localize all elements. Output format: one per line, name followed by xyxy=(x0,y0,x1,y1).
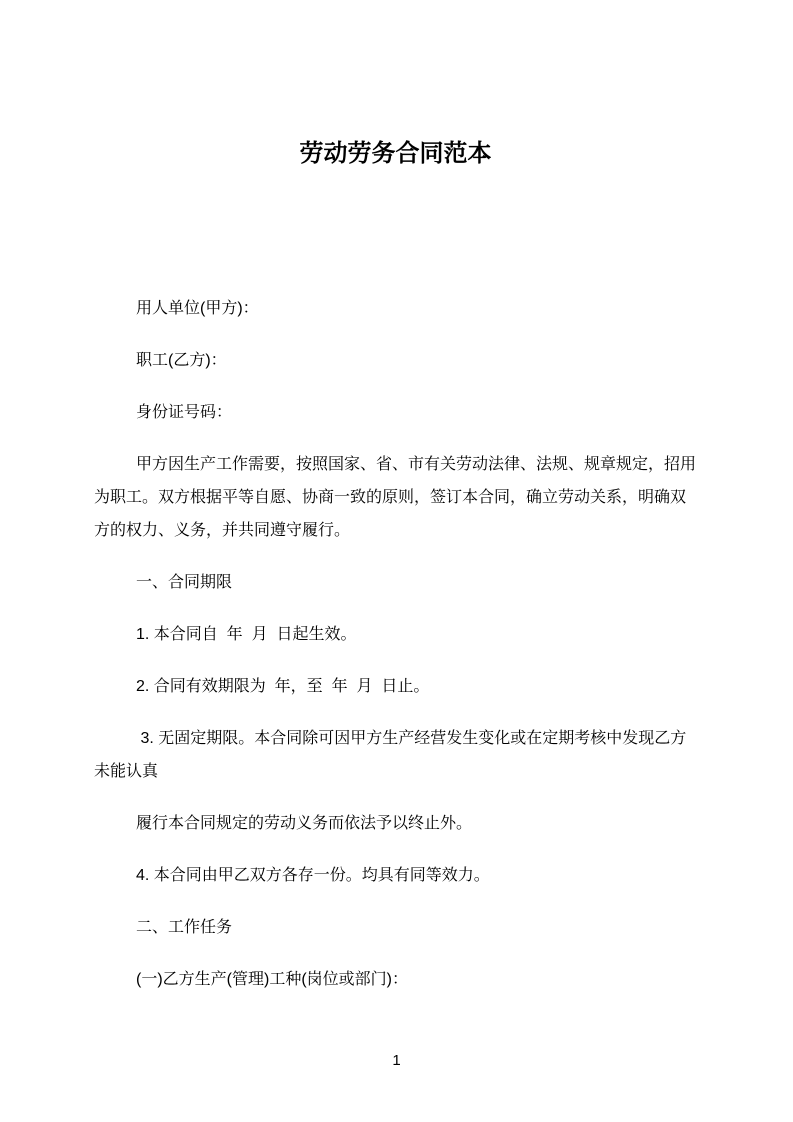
section-1-clause-4: 4. 本合同由甲乙双方各存一份。均具有同等效力。 xyxy=(136,867,490,884)
section-1-clause-3-continuation: 履行本合同规定的劳动义务而依法予以终止外。 xyxy=(136,815,473,832)
field-id-number: 身份证号码： xyxy=(136,404,233,421)
section-1-clause-3: 3. 无固定期限。本合同除可因甲方生产经营发生变化或在定期考核中发现乙方未能认真 xyxy=(94,730,687,780)
section-1-clause-2: 2. 合同有效期限为 年，至 年 月 日止。 xyxy=(136,678,430,695)
section-2-heading: 二、工作任务 xyxy=(136,919,233,936)
field-employee: 职工(乙方)： xyxy=(136,352,227,369)
preamble-paragraph: 甲方因生产工作需要，按照国家、省、市有关劳动法律、法规、规章规定，招用为职工。双方根据平等自愿、协商一致的原则，签订本合同，确立劳动关系，明确双方的权力、义务，并共同遵守履行。 xyxy=(94,456,697,539)
section-2-clause-1: (一)乙方生产(管理)工种(岗位或部门)： xyxy=(136,971,408,988)
document-title: 劳动劳务合同范本 xyxy=(299,140,492,167)
section-1-clause-1: 1. 本合同自 年 月 日起生效。 xyxy=(136,626,357,643)
page-number: 1 xyxy=(392,1052,401,1069)
field-employer: 用人单位(甲方)： xyxy=(136,300,259,317)
section-1-heading: 一、合同期限 xyxy=(136,574,233,591)
